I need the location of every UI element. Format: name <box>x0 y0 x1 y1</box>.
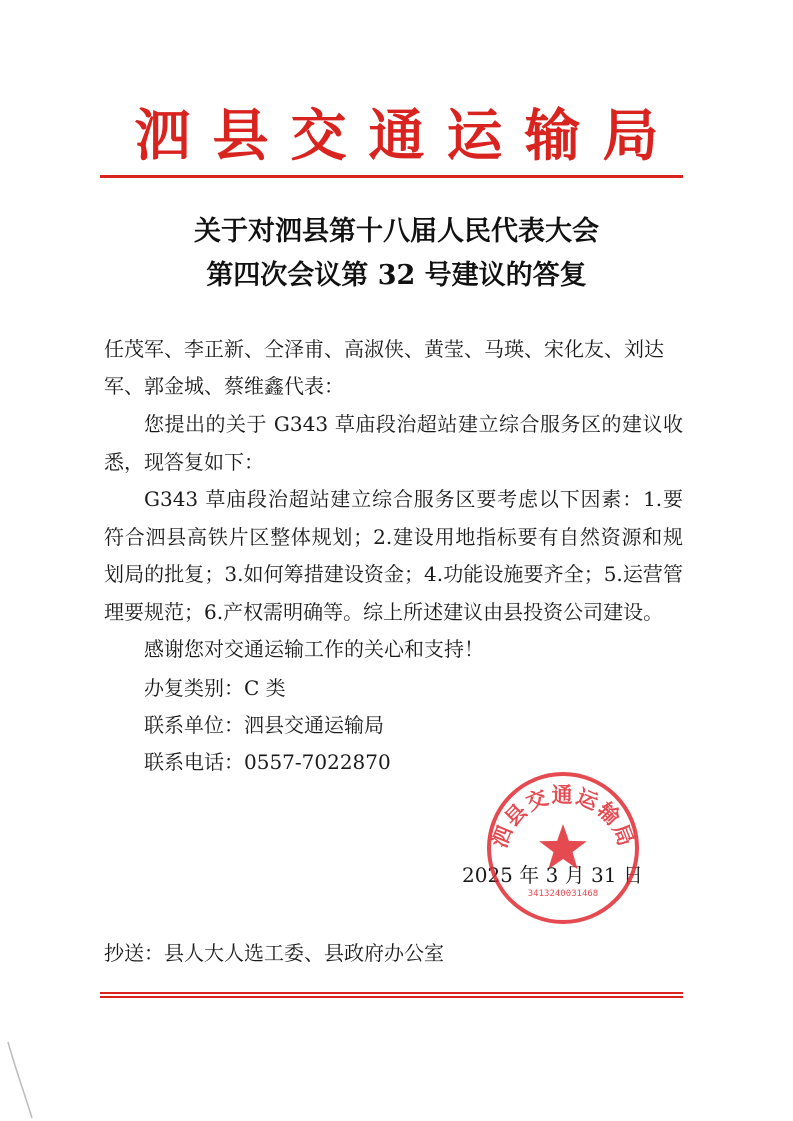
contact-phone-line: 联系电话：0557-7022870 <box>144 750 391 774</box>
thanks-paragraph: 感谢您对交通运输工作的关心和支持！ <box>144 637 484 661</box>
salutation-line-1: 任茂军、李正新、仝泽甫、高淑侠、黄莹、马瑛、宋化友、刘达 <box>104 337 664 361</box>
intro-paragraph: 您提出的关于 G343 草庙段治超站建立综合服务区的建议收悉，现答复如下： <box>104 412 683 474</box>
seal-text: 泗县交通运输局 <box>487 783 639 852</box>
cc-line: 抄送：县人大人选工委、县政府办公室 <box>104 941 444 965</box>
contact-unit-line: 联系单位：泗县交通运输局 <box>144 713 384 737</box>
footer-rule-top <box>100 992 683 994</box>
seal-serial: 3413240031468 <box>527 889 599 899</box>
official-seal-stamp <box>483 768 643 928</box>
document-title <box>0 210 793 298</box>
category-line: 办复类别：C 类 <box>144 676 286 700</box>
title-line-1: 关于对泗县第十八届人民代表大会 <box>194 216 599 247</box>
seal-star-icon <box>539 824 587 869</box>
scan-edge-mark <box>0 1040 40 1121</box>
title-line-2: 第四次会议第 32 号建议的答复 <box>206 260 587 291</box>
header-divider-rule <box>100 175 683 178</box>
document-date: 2025 年 3 月 31 日 <box>462 863 643 887</box>
salutation-line-2: 军、郭金城、蔡维鑫代表： <box>104 374 344 398</box>
footer-rule-bottom <box>100 996 683 998</box>
document-header-org-name: 泗县交通运输局 <box>134 104 681 169</box>
main-paragraph: G343 草庙段治超站建立综合服务区要考虑以下因素：1.要符合泗县高铁片区整体规划；2.建设用地指标要有自然资源和规划局的批复；3.如何筹措建设资金；4.功能设施要齐全；5.运营管理要规范；6.产权需明确等。综上所述建议由县投资公司建设。 <box>104 487 683 624</box>
